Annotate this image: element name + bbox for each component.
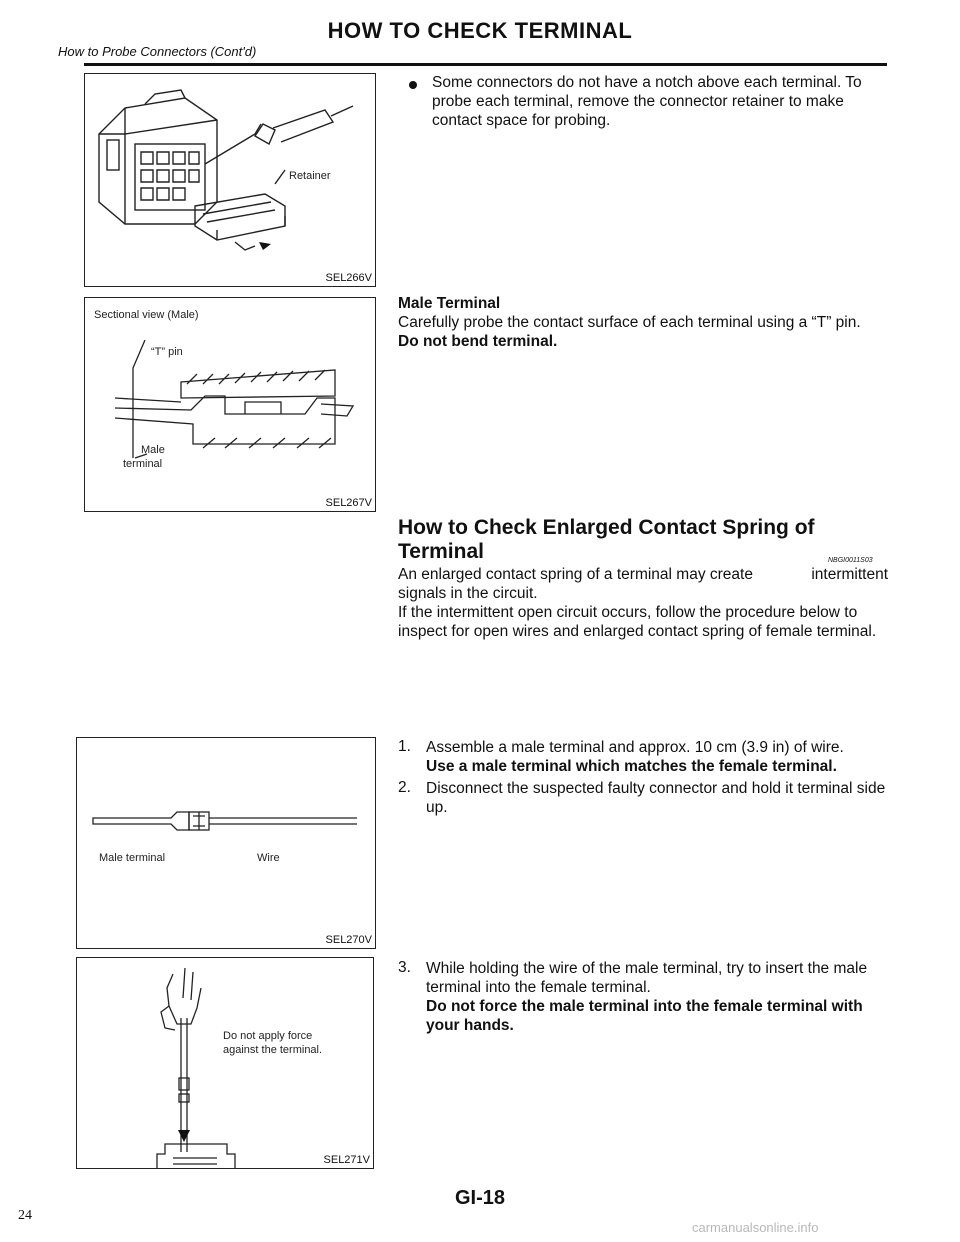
- figure-sel271v: [76, 957, 374, 1169]
- step-1: [426, 738, 888, 776]
- label-wire: Wire: [257, 852, 280, 864]
- connector-retainer-illustration: [85, 74, 375, 286]
- step-3: [426, 959, 888, 1035]
- page-title: HOW TO CHECK TERMINAL: [327, 18, 633, 43]
- figure-code-sel267v: SEL267V: [325, 497, 372, 509]
- male-terminal-section: [398, 294, 890, 351]
- para1-start: An enlarged contact spring of a terminal may create: [398, 566, 753, 583]
- section-heading-line1: How to Check Enlarged Contact Spring of: [398, 516, 815, 539]
- figure-sel266v: [84, 73, 376, 287]
- step-1-bold: Use a male terminal which matches the female terminal.: [426, 758, 837, 775]
- label-male-terminal: Male terminal: [99, 852, 166, 864]
- label-do-not-apply-force: Do not apply force: [223, 1030, 313, 1042]
- label-terminal: terminal: [123, 458, 163, 470]
- step-3-bold: Do not force the male terminal into the female terminal with your hands.: [426, 998, 863, 1034]
- watermark: carmanualsonline.info: [692, 1220, 819, 1235]
- male-terminal-sectional-illustration: [85, 298, 375, 511]
- figure-code-sel266v: SEL266V: [325, 272, 372, 284]
- para1-end: intermittent: [811, 566, 888, 583]
- caption-sectional-view: Sectional view (Male): [94, 309, 199, 321]
- male-terminal-warning: Do not bend terminal.: [398, 333, 558, 350]
- figure-sel270v: [76, 737, 376, 949]
- label-male: Male: [141, 444, 165, 456]
- section-heading-line2: Terminal: [398, 540, 484, 563]
- header-rule: [84, 63, 887, 66]
- para1-line1: [398, 565, 888, 584]
- page-code: GI-18: [454, 1187, 506, 1209]
- step-3-text: While holding the wire of the male terminal, try to insert the male terminal into the female terminal.: [426, 960, 868, 996]
- figure-code-sel271v: SEL271V: [323, 1154, 370, 1166]
- male-terminal-text: Carefully probe the contact surface of each terminal using a “T” pin.: [398, 314, 861, 331]
- label-retainer: Retainer: [289, 170, 331, 182]
- figure-sel267v: [84, 297, 376, 512]
- bullet-text-retainer: Some connectors do not have a notch above each terminal. To probe each terminal, remove the connector retainer to make contact space for probing.: [432, 74, 862, 129]
- bullet-icon: [409, 81, 417, 89]
- figure-code-sel270v: SEL270V: [325, 934, 372, 946]
- step-2-number: 2.: [398, 779, 411, 796]
- hand-insert-terminal-illustration: [77, 958, 373, 1168]
- step-1-text: Assemble a male terminal and approx. 10 cm (3.9 in) of wire.: [426, 739, 844, 756]
- para2: If the intermittent open circuit occurs, follow the procedure below to inspect for open wires and enlarged contact spring of female terminal.: [398, 604, 877, 640]
- para1-line2: signals in the circuit.: [398, 585, 538, 602]
- male-terminal-wire-illustration: [77, 738, 375, 948]
- page-number: 24: [18, 1208, 32, 1223]
- reference-code: NBGI0011S03: [828, 557, 873, 564]
- male-terminal-heading: Male Terminal: [398, 295, 501, 312]
- section-subtitle: How to Probe Connectors (Cont'd): [58, 44, 257, 59]
- step-1-number: 1.: [398, 738, 411, 755]
- step-2-text: Disconnect the suspected faulty connector and hold it terminal side up.: [426, 780, 886, 816]
- enlarged-paragraphs: [398, 565, 888, 641]
- label-t-pin: “T” pin: [151, 346, 183, 358]
- step-3-number: 3.: [398, 959, 411, 976]
- label-against-terminal: against the terminal.: [223, 1044, 323, 1056]
